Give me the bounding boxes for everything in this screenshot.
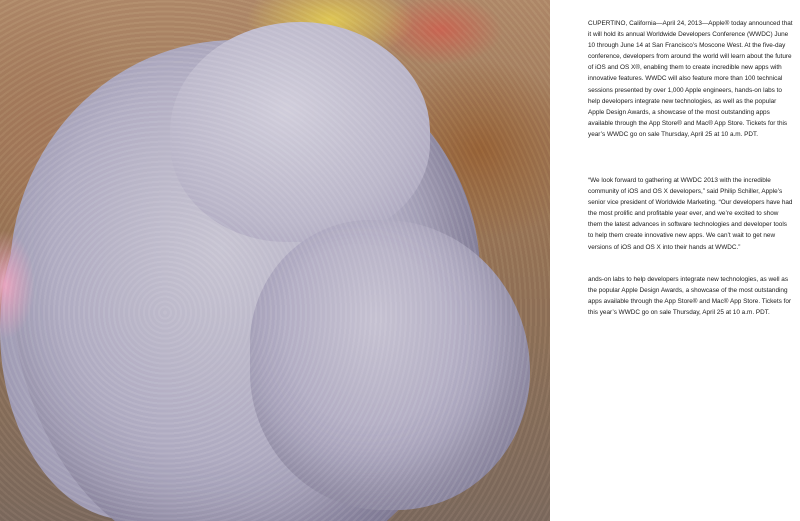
article-paragraph: ands-on labs to help developers integrate new technologies, as well as the popular Apple Design Awards, a showcase of the most outstanding apps available through the App Store® and Mac® App Store. Tickets for this year’s WWDC go on sale Thursday, April 25 at 10 a.m. PDT. (588, 276, 792, 317)
article-text-column (578, 0, 800, 521)
article-paragraph: CUPERTINO, California—April 24, 2013—Apple® today announced that it will hold its annual Worldwide Developers Conference (WWDC) June 10 through June 14 at San Francisco’s Moscone West. At the five-day conference, developers from around the world will learn about the future of iOS and OS X®, enabling them to create incredible new apps with innovative features. WWDC will also feature more than 100 technical sessions presented by over 1,000 Apple engineers, hands-on labs to help developers integrate new technologies, as well as the popular Apple Design Awards, a showcase of the most outstanding apps available through the App Store® and Mac® App Store. Tickets for this year’s WWDC go on sale Thursday, April 25 at 10 a.m. PDT. (588, 20, 793, 138)
article-paragraph: “We look forward to gathering at WWDC 2013 with the incredible community of iOS and OS X developers,” said Philip Schiller, Apple’s senior vice president of Worldwide Marketing. “Our developers have had the most prolific and profitable year ever, and we’re excited to show them the latest advances in software technologies and developer tools to help them create innovative new apps. We can’t wait to get new versions of iOS and OS X into their hands at WWDC.” (588, 177, 793, 251)
